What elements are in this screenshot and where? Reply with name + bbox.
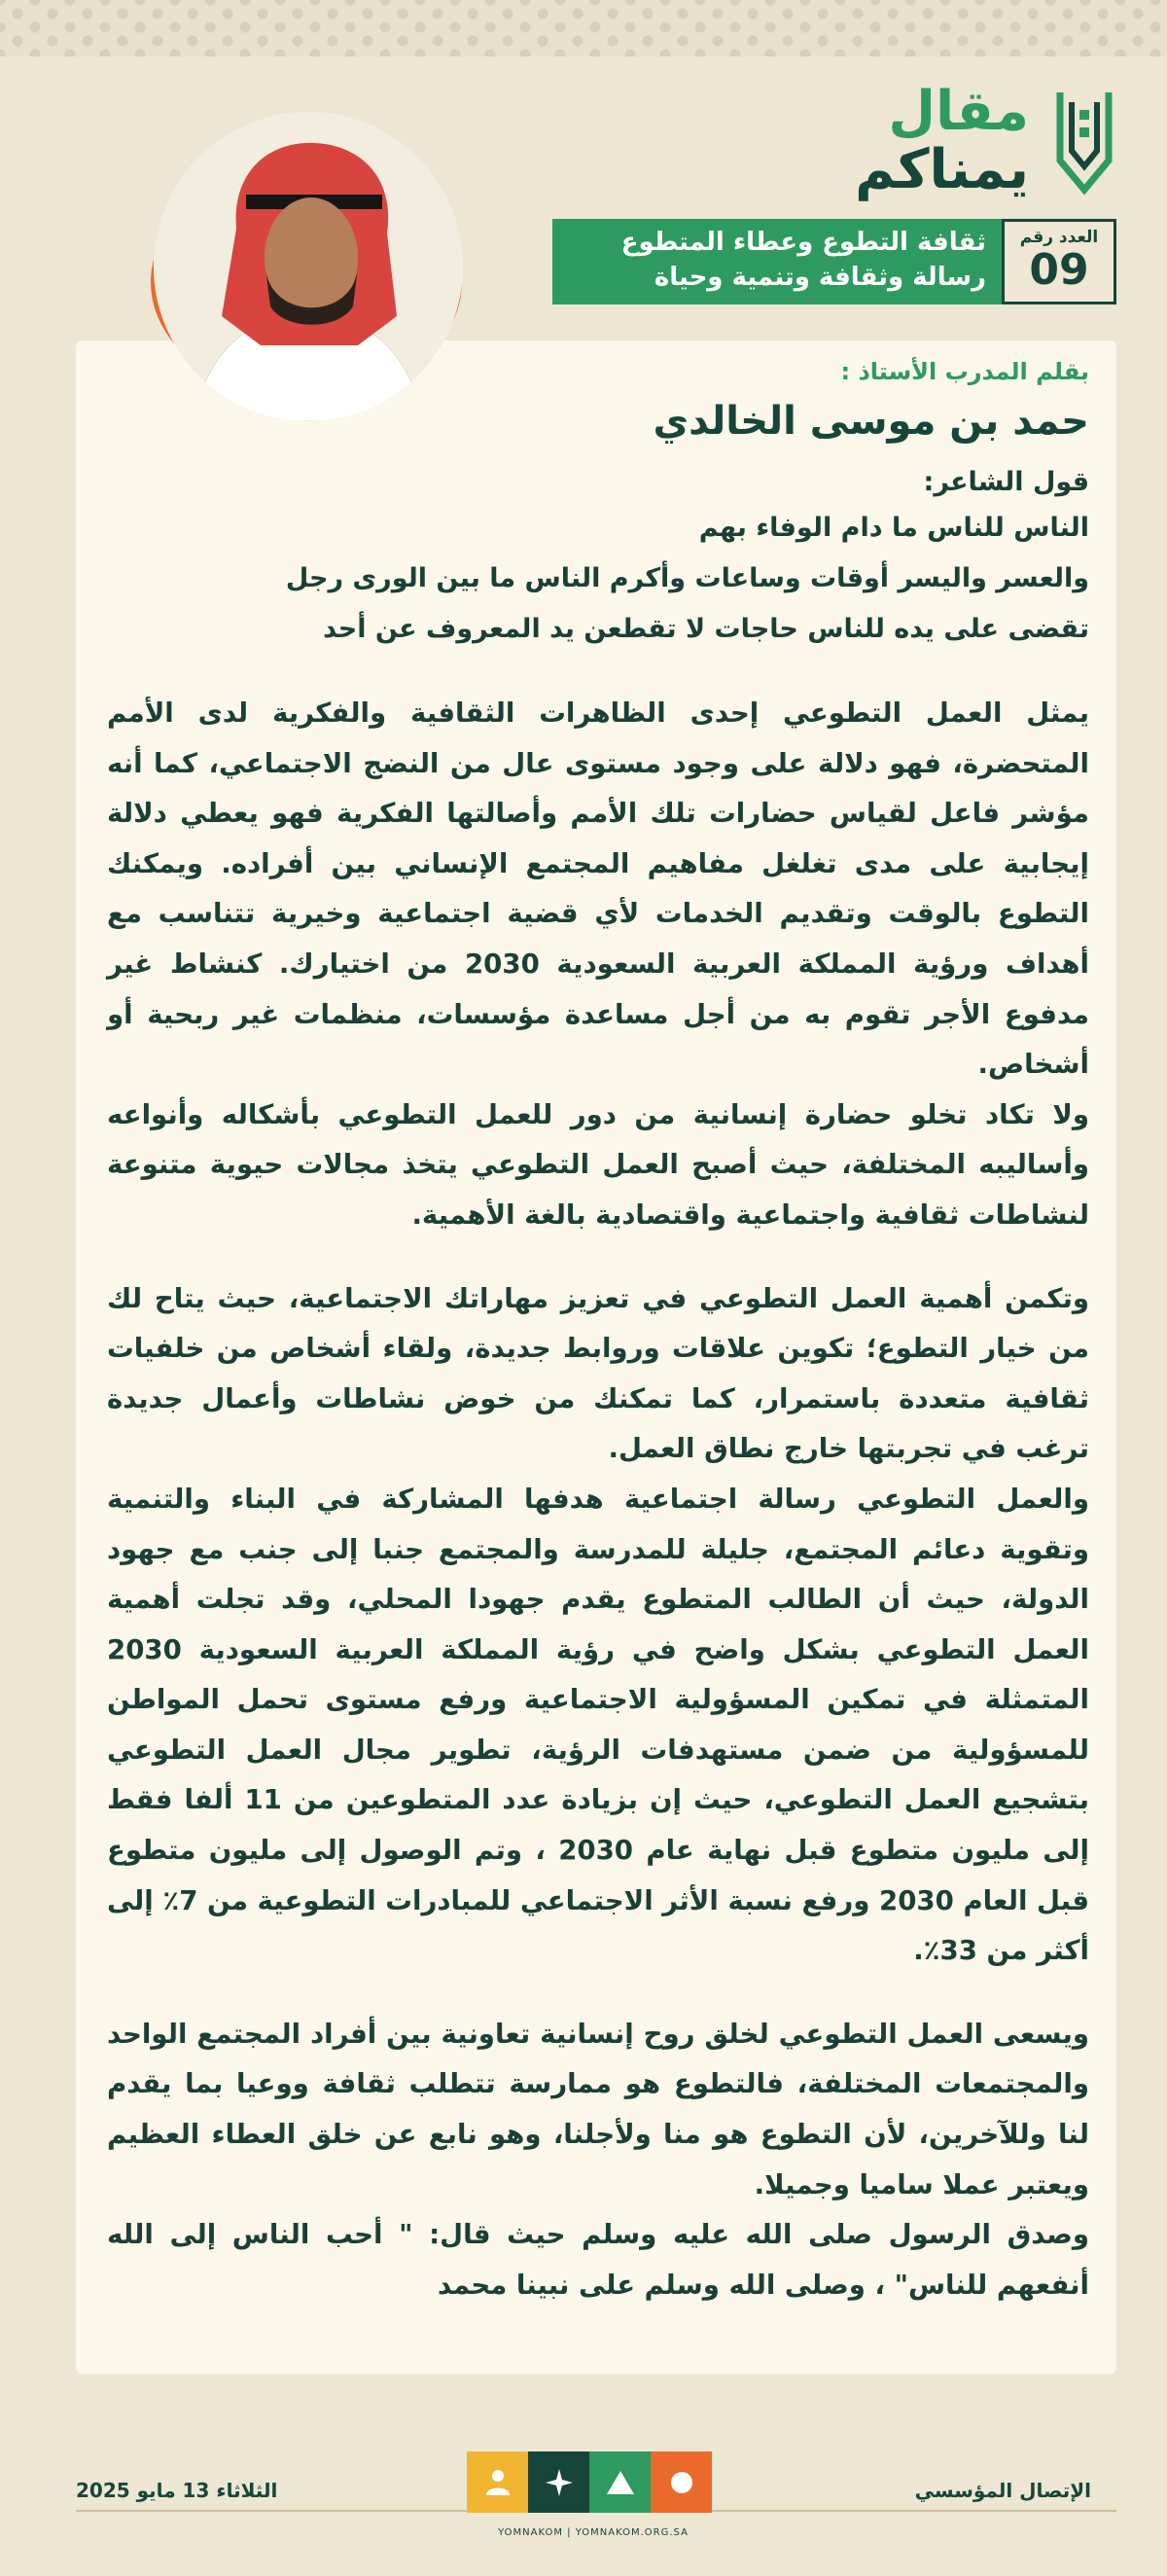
brand-title	[855, 80, 1029, 201]
author-avatar	[154, 112, 463, 421]
footer-department: الإتصال المؤسسي	[914, 2479, 1091, 2502]
issue-title-line1: ثقافة التطوع وعطاء المتطوع	[620, 228, 986, 257]
poem-verse: والعسر واليسر أوقات وساعات وأكرم الناس ما بين الورى رجل	[285, 563, 1089, 593]
footer-date: الثلاثاء 13 مايو 2025	[76, 2479, 278, 2502]
poem-intro: قول الشاعر:	[923, 467, 1089, 497]
footer-website: YOMNAKOM | YOMNAKOM.ORG.SA	[498, 2527, 689, 2538]
circle-icon	[651, 2451, 712, 2513]
poem-verse: الناس للناس ما دام الوفاء بهم	[698, 513, 1089, 543]
decorative-top-pattern	[0, 0, 1167, 56]
article-body	[107, 358, 1089, 2309]
footer-brand-icons	[467, 2451, 712, 2520]
article-paragraph: ولا تكاد تخلو حضارة إنسانية من دور للعمل التطوعي بأشكاله وأنواعه وأساليبه المختلفة، حيث أصبح العمل التطوعي يتخذ مجالات حيوية متنوعة لنشاطات ثقافية واجتماعية واقتصادية بالغة الأهمية.	[107, 1097, 1089, 1231]
article-byline: بقلم المدرب الأستاذ :	[840, 358, 1089, 385]
brand-line2: يمناكم	[855, 138, 1029, 201]
issue-title-line2: رسالة وثقافة وتنمية وحياة	[654, 263, 986, 292]
issue-header	[552, 219, 1116, 304]
article-paragraph: وتكمن أهمية العمل التطوعي في تعزيز مهاراتك الاجتماعية، حيث يتاح لك من خيار التطوع؛ تكوين علاقات وروابط جديدة، ولقاء أشخاص من خلفيات ثقافية متعددة باستمرار، كما تمكنك من خوض نشاطات وأعمال جديدة ترغب في تجربتها خارج نطاق العمل.	[107, 1281, 1089, 1465]
article-paragraph: وصدق الرسول صلى الله عليه وسلم حيث قال: " أحب الناس إلى الله أنفعهم للناس" ، وصلى الله وسلم على نبينا محمد	[107, 2218, 1089, 2301]
article-paragraph: يمثل العمل التطوعي إحدى الظاهرات الثقافية والفكرية لدى الأمم المتحضرة، فهو دلالة على وجود مستوى عال من النضج الاجتماعي، كما أنه مؤشر فاعل لقياس حضارات تلك الأمم وأصالتها الفكرية فهو يعطي دلالة إيجابية على مدى تغلغل مفاهيم المجتمع الإنساني بين أفراده. ويمكنك التطوع بالوقت وتقديم الخدمات لأي قضية اجتماعية وخيرية تتناسب مع أهداف ورؤية المملكة العربية السعودية 2030 من اختيارك. كنشاط غير مدفوع الأجر تقوم به من أجل مساعدة مؤسسات، منظمات غير ربحية أو أشخاص.	[107, 697, 1090, 1081]
article-paragraph: والعمل التطوعي رسالة اجتماعية هدفها المشاركة في البناء والتنمية وتقوية دعائم المجتمع، جليلة للمدرسة والمجتمع جنبا إلى جنب مع جهود الدولة، حيث أن الطالب المتطوع يقدم جهودا المحلي، وقد تجلت أهمية العمل التطوعي بشكل واضح في رؤية المملكة العربية السعودية 2030 المتمثلة في تمكين المسؤولية الاجتماعية ورفع مستوى تحمل المواطن للمسؤولية من ضمن مستهدفات الرؤية، تطوير مجال العمل التطوعي بتشجيع العمل التطوعي، حيث إن بزيادة عدد المتطوعين من 11 ألفا فقط إلى مليون متطوع قبل نهاية عام 2030 ، وتم الوصول إلى مليون متطوع قبل العام 2030 ورفع نسبة الأثر الاجتماعي للمبادرات التطوعية من 7٪ إلى أكثر من 33٪.	[107, 1482, 1090, 1967]
brand-mark-icon	[1050, 83, 1118, 199]
poem-verses	[107, 503, 1089, 655]
issue-title	[552, 219, 1002, 304]
brand-line1: مقال	[888, 80, 1029, 143]
page-footer	[0, 2451, 1167, 2576]
triangle-icon	[589, 2451, 651, 2513]
issue-number-box	[1002, 219, 1116, 304]
poem-verse: تقضى على يده للناس حاجات لا تقطعن يد المعروف عن أحد	[323, 614, 1089, 644]
star-pattern-icon	[528, 2451, 589, 2513]
article-paragraph: ويسعى العمل التطوعي لخلق روح إنسانية تعاونية بين أفراد المجتمع الواحد والمجتمعات المختلفة، فالتطوع هو ممارسة تتطلب ثقافة ووعيا بما يقدم لنا وللآخرين، لأن التطوع هو منا ولأجلنا، وهو نابع عن خلق العطاء العظيم ويعتبر عملا ساميا وجميلا.	[107, 2017, 1089, 2200]
brand-logo	[720, 78, 1118, 204]
article-author: حمد بن موسى الخالدي	[653, 399, 1089, 444]
person-icon	[467, 2451, 528, 2513]
author-photo-icon	[154, 112, 463, 421]
issue-label: العدد رقم	[1019, 228, 1099, 247]
issue-number: 09	[1029, 245, 1089, 295]
